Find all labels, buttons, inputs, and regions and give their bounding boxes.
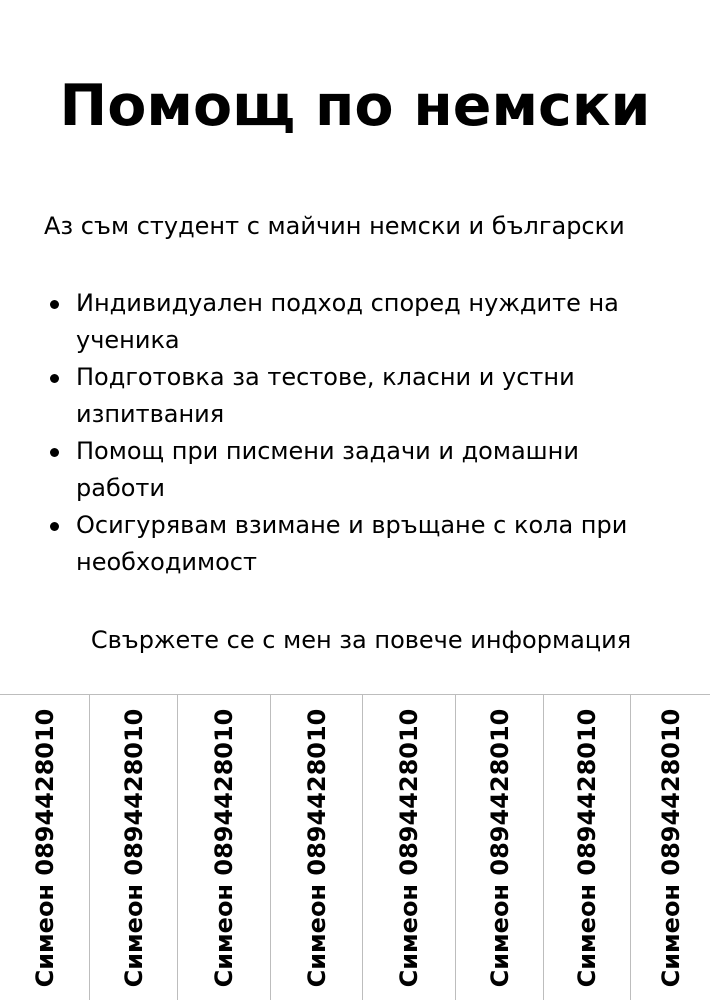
feature-text: Индивидуален подход според нуждите на ученика <box>76 289 619 354</box>
feature-item <box>44 433 664 507</box>
tear-off-tab[interactable] <box>631 695 710 1000</box>
bullet-icon <box>50 448 59 457</box>
feature-text: Подготовка за тестове, класни и устни изпитвания <box>76 363 575 428</box>
tear-off-strip <box>0 694 710 1000</box>
tab-contact-text: Симеон 0894428010 <box>210 708 238 987</box>
feature-text: Помощ при писмени задачи и домашни работи <box>76 437 579 502</box>
contact-prompt: Свържете се с мен за повече информация <box>90 626 632 654</box>
bullet-icon <box>50 374 59 383</box>
tear-off-tab[interactable] <box>456 695 544 1000</box>
tab-contact-text: Симеон 0894428010 <box>485 708 514 987</box>
tear-off-tab[interactable] <box>271 695 363 1000</box>
tab-contact-text: Симеон 0894428010 <box>395 708 423 987</box>
feature-item <box>44 285 664 359</box>
tab-contact-text: Симеон 0894428010 <box>573 708 601 987</box>
tear-off-tab[interactable] <box>178 695 271 1000</box>
intro-text: Аз съм студент с майчин немски и български <box>44 212 625 240</box>
bullet-icon <box>50 300 59 309</box>
feature-list <box>44 285 664 581</box>
bullet-icon <box>50 522 59 531</box>
tab-contact-text: Симеон 0894428010 <box>30 708 59 987</box>
tear-off-tab[interactable] <box>90 695 178 1000</box>
feature-text: Осигурявам взимане и връщане с кола при необходимост <box>76 511 628 576</box>
tear-off-tab[interactable] <box>363 695 456 1000</box>
feature-item <box>44 507 664 581</box>
tab-contact-text: Симеон 0894428010 <box>656 708 685 987</box>
tear-off-tab[interactable] <box>544 695 631 1000</box>
flyer-title: Помощ по немски <box>59 73 651 139</box>
tear-off-tab[interactable] <box>0 695 90 1000</box>
tab-contact-text: Симеон 0894428010 <box>119 708 148 987</box>
feature-item <box>44 359 664 433</box>
tab-contact-text: Симеон 0894428010 <box>302 708 331 987</box>
